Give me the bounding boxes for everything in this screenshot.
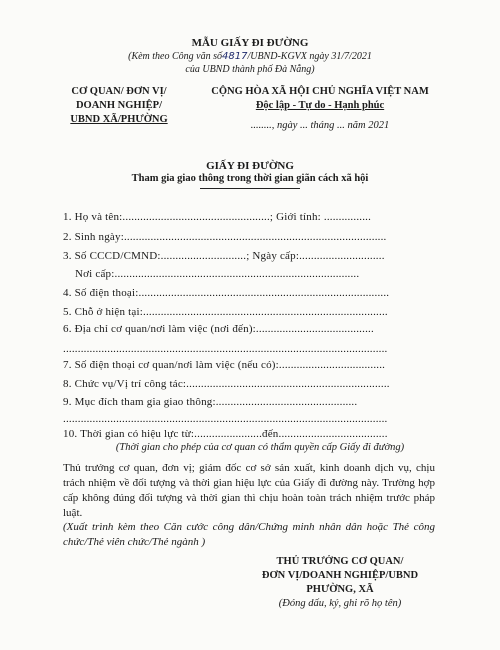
document-subtitle: Tham gia giao thông trong thời gian giãn cách xã hội [131, 173, 369, 184]
field-workplace[interactable]: 6. Địa chỉ cơ quan/nơi làm việc (nơi đến):........................................ [63, 323, 374, 335]
title-underline [200, 188, 300, 189]
signature-line2: ĐƠN VỊ/DOANH NGHIỆP/UBND [261, 570, 419, 581]
issuer-line3: UBND XÃ/PHƯỜNG [70, 114, 168, 125]
field-purpose-cont[interactable]: .............................................................................................................. [63, 413, 388, 425]
field-position[interactable]: 8. Chức vụ/Vị trí công tác:..................................................................... [63, 378, 390, 390]
attach-line2: của UBND thành phố Đà Nẵng) [185, 64, 315, 75]
nation-motto: Độc lập - Tự do - Hạnh phúc [255, 100, 385, 111]
nation-title: CỘNG HÒA XÃ HỘI CHỦ NGHĨA VIỆT NAM [211, 86, 429, 97]
signature-line3: PHƯỜNG, XÃ [306, 584, 374, 595]
attachment-text: (Xuất trình kèm theo Căn cước công dân/Chứng minh nhân dân hoặc Thẻ công chức/Thẻ viên chức/Thẻ ngành ) [63, 521, 435, 548]
field-work-phone[interactable]: 7. Số điện thoại cơ quan/nơi làm việc (nếu có):.................................... [63, 359, 386, 371]
field-phone[interactable]: 4. Số điện thoại:..................................................................................... [63, 287, 390, 299]
form-title: MẪU GIẤY ĐI ĐƯỜNG [191, 37, 309, 49]
attach-reference [0, 51, 500, 62]
field-id-number[interactable]: 3. Số CCCD/CMND:.............................; Ngày cấp:............................. [63, 250, 385, 262]
attach-suffix: /UBND-KGVX ngày 31/7/2021 [247, 51, 372, 62]
handwritten-number: 4817 [222, 51, 248, 62]
signature-line1: THỦ TRƯỞNG CƠ QUAN/ [276, 556, 404, 567]
issuer-line2: DOANH NGHIỆP/ [75, 100, 163, 111]
issue-date: ........, ngày ... tháng ... năm 2021 [250, 120, 390, 131]
field-purpose[interactable]: 9. Mục đích tham gia giao thông:................................................ [63, 396, 358, 408]
attachment-paragraph [63, 520, 435, 550]
field-birth-date[interactable]: 2. Sinh ngày:......................................................................................... [63, 231, 387, 243]
validity-note: (Thời gian cho phép của cơ quan có thẩm quyền cấp Giấy đi đường) [115, 442, 405, 453]
field-full-name[interactable]: 1. Họ và tên:..................................................; Giới tính: ................ [63, 211, 372, 223]
issuer-line1: CƠ QUAN/ ĐƠN VỊ/ [71, 86, 167, 97]
field-validity[interactable]: 10. Thời gian có hiệu lực từ:.......................đến..................................... [63, 428, 388, 440]
signature-instructions: (Đóng dấu, ký, ghi rõ họ tên) [278, 598, 402, 609]
attach-prefix: (Kèm theo Công văn số [128, 51, 222, 62]
responsibility-text: Thủ trưởng cơ quan, đơn vị; giám đốc cơ sở sản xuất, kinh doanh dịch vụ, chịu trách nhiệm về đối tượng và thời gian hiệu lực của Giấy đi đường này. Trường hợp cấp không đúng đối tượng và thời gian thì chịu hoàn toàn trách nhiệm trước pháp luật. [63, 462, 435, 519]
field-issue-place[interactable]: Nơi cấp:................................................................................... [75, 268, 360, 280]
field-address[interactable]: 5. Chỗ ở hiện tại:................................................................................... [63, 306, 388, 318]
responsibility-paragraph [63, 461, 435, 521]
document-title: GIẤY ĐI ĐƯỜNG [206, 160, 294, 172]
field-workplace-cont[interactable]: .............................................................................................................. [63, 343, 388, 355]
